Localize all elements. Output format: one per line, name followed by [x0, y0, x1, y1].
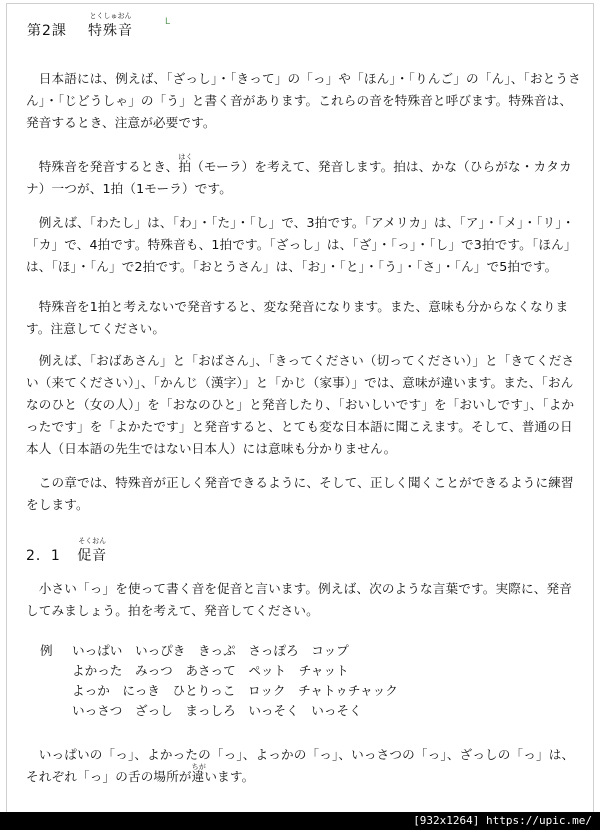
paragraph-sokuon: 小さい「っ」を使って書く音を促音と言います。例えば、次のような言葉です。実際に、発音してみましょう。拍を考えて、発音してください。 [26, 581, 572, 618]
example-list [40, 641, 398, 721]
paragraph-tongue [26, 744, 581, 788]
mora-ruby [178, 153, 193, 178]
mora-ruby-base: 拍 [178, 159, 192, 174]
lesson-header [27, 12, 134, 40]
example-words: よかった みっつ あさって ペット チャット [72, 663, 349, 678]
pencil-mark-icon: ᒪ [165, 17, 171, 27]
chigau-ruby-base: 違 [191, 769, 205, 784]
paragraph-tongue-after: います。 [204, 769, 255, 784]
section-number: 2．1 [26, 548, 61, 564]
section-title [77, 537, 108, 565]
paragraph-chapter: この章では、特殊音が正しく発音できるように、そして、正しく聞くことができるように練習をします。 [26, 475, 574, 512]
section-heading [26, 537, 108, 565]
lesson-title [88, 12, 134, 40]
watermark-text: [932x1264] https://upic.me/ [413, 814, 592, 827]
example-row [40, 701, 398, 721]
example-words: いっさつ ざっし まっしろ いっそく いっそく [72, 703, 362, 718]
chigau-ruby [191, 763, 206, 788]
example-row [40, 681, 398, 701]
lesson-number: 第2課 [27, 23, 67, 39]
paragraph-caution: 特殊音を1拍と考えないで発音すると、変な発音になります。また、意味も分からなくなります。注意してください。 [26, 299, 569, 336]
paragraph-intro: 日本語には、例えば、「ざっし」・「きって」の「っ」や「ほん」・「りんご」の「ん」、「おとうさん」・「じどうしゃ」の「う」と書く音があります。これらの音を特殊音と呼びます。特殊音は、発音するとき、注意が必要です。 [26, 71, 581, 130]
document-page [6, 3, 594, 813]
example-words: よっか にっき ひとりっこ ロック チャトゥチャック [72, 683, 398, 698]
example-row [40, 641, 398, 661]
paragraph-mora [26, 153, 581, 200]
lesson-title-reading: とくしゅおん [89, 12, 132, 20]
mora-ruby-reading: はく [178, 153, 193, 161]
paragraph-tongue-before: いっぱいの「っ」、よかったの「っ」、よっかの「っ」、いっさつの「っ」、ざっしの「っ」は、それぞれ「っ」の舌の場所が [26, 747, 575, 784]
section-title-text: 促音 [77, 548, 108, 564]
example-words: いっぱい いっぴき きっぷ さっぽろ コップ [72, 643, 349, 658]
chigau-ruby-reading: ちが [191, 763, 206, 771]
paragraph-mora-before: 特殊音を発音するとき、 [26, 159, 179, 174]
paragraph-mora-after: （モーラ）を考えて、発音します。拍は、かな（ひらがな・カタカナ）一つが、1拍（1モーラ）です。 [26, 159, 572, 196]
watermark-bar [0, 812, 600, 830]
section-title-reading: そくおん [78, 537, 107, 545]
lesson-title-text: 特殊音 [88, 23, 134, 39]
example-label: 例 [40, 643, 53, 658]
example-row [40, 661, 398, 681]
paragraph-meaning: 例えば、「おばあさん」と「おばさん」、「きってください（切ってください）」と「きてください（来てください）」、「かんじ（漢字）」と「かじ（家事）」では、意味が違います。また、「おんなのひと（女の人）」を「おなのひと」と発音したり、「おいしいです」を「おいしです」、「よかったです」を「よかたです」と発音すると、とても変な日本語に聞こえます。そして、普通の日本人（日本語の先生ではない日本人）には意味も分かりません。 [26, 353, 575, 456]
paragraph-examples-mora: 例えば、「わたし」は、「わ」・「た」・「し」で、3拍です。「アメリカ」は、「ア」・「メ」・「リ」・「カ」で、4拍です。特殊音も、1拍です。「ざっし」は、「ざ」・「っ」・「し」で3拍です。「ほん」は、「ほ」・「ん」で2拍です。「おとうさん」は、「お」・「と」・「う」・「さ」・「ん」で5拍です。 [26, 215, 577, 274]
